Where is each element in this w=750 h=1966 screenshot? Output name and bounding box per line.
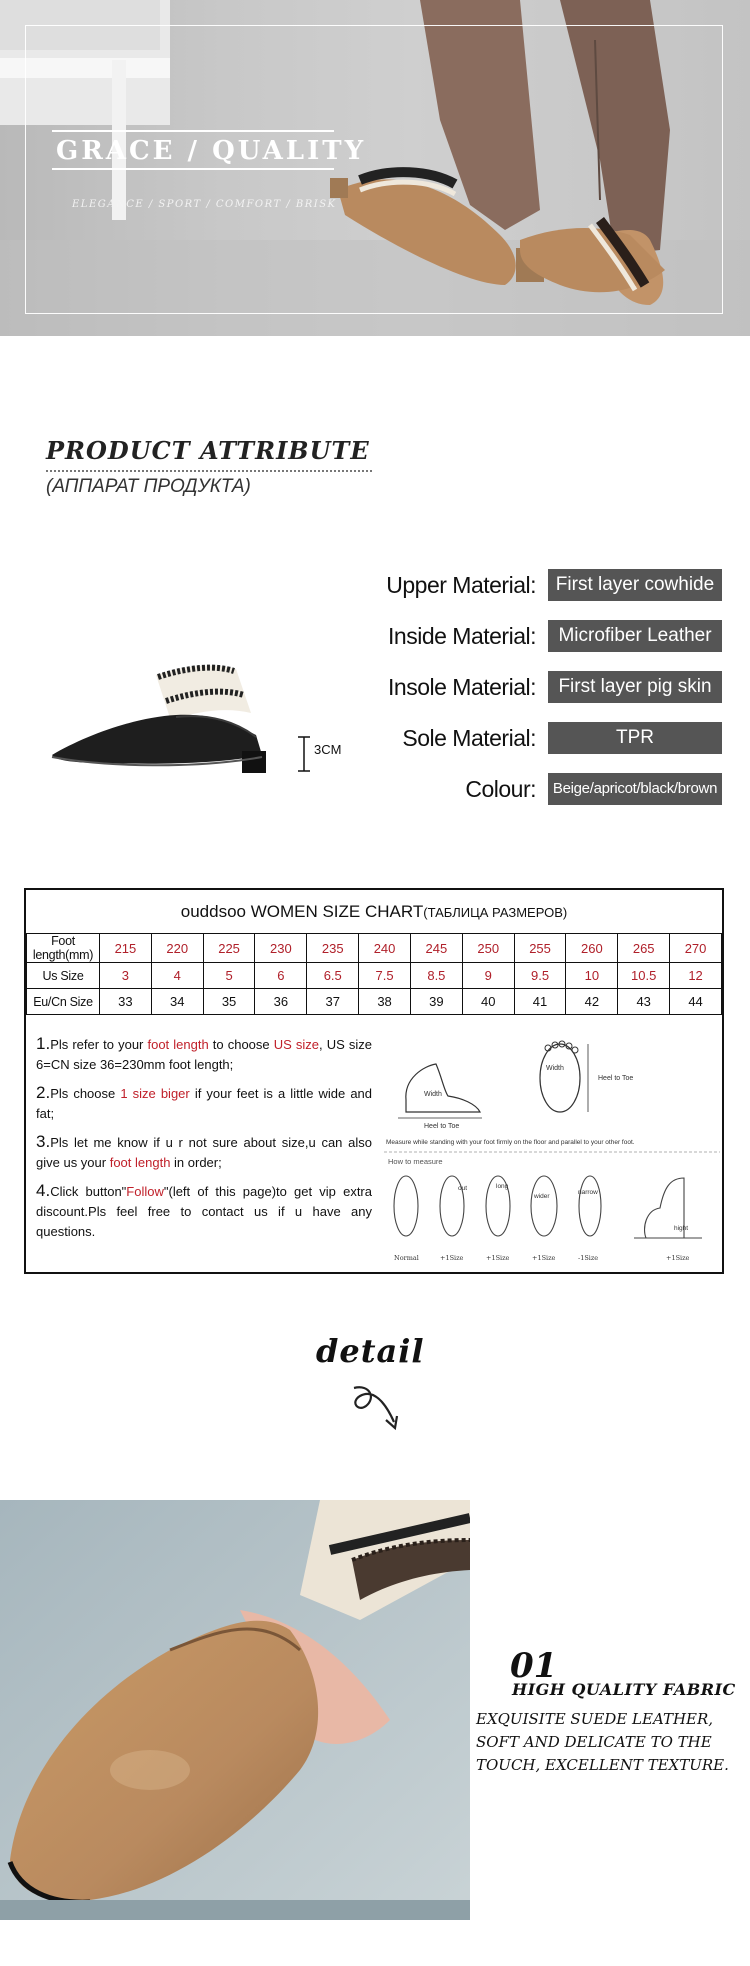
size-cell: 43 [618,989,670,1015]
feature-description: EXQUISITE SUEDE LEATHER, SOFT AND DELICATE TO THE TOUCH, EXCELLENT TEXTURE. [476,1710,729,1774]
hero-title: GRACE / QUALITY [56,136,367,166]
diagram-size-label: +1Size [666,1254,690,1262]
diagram-wider-label: wider [534,1193,550,1200]
size-table [26,933,722,1015]
attribute-value: TPR [548,722,722,754]
attribute-row-upper [330,568,722,602]
size-cell: 35 [203,989,255,1015]
size-cell: 5 [203,963,255,989]
size-cell: 41 [514,989,566,1015]
size-cell: 3 [100,963,152,989]
diagram-out-label: out [458,1185,468,1192]
size-note-4: 4.Click button"Follow"(left of this page)to get vip extra discount.Pls feel free to contact us if u have any questions. [36,1181,372,1239]
size-cell: 10.5 [618,963,670,989]
diagram-how-to-label: How to measure [388,1157,443,1166]
size-cell: 260 [566,934,618,963]
attribute-row-inside [330,619,722,653]
size-notes [36,1034,372,1250]
diagram-narrow-label: narrow [578,1189,598,1196]
diagram-size-label: Normal [394,1254,419,1262]
diagram-size-label: +1Size [486,1254,510,1262]
size-cell: 42 [566,989,618,1015]
size-cell: 240 [359,934,411,963]
size-row-label: Us Size [27,963,100,989]
attribute-label: Sole Material: [402,725,536,751]
attribute-label: Upper Material: [386,572,536,598]
diagram-long-label: long [496,1183,509,1190]
size-cell: 37 [307,989,359,1015]
size-cell: 40 [462,989,514,1015]
attribute-row-colour [330,772,722,806]
size-note-1: 1.Pls refer to your foot length to choose US size, US size 6=CN size 36=230mm foot length; [36,1034,372,1072]
size-cell: 225 [203,934,255,963]
attribute-value: First layer cowhide [548,569,722,601]
detail-photo [0,1500,470,1920]
size-row-label: Foot length(mm) [27,934,100,963]
detail-title: detail [316,1332,425,1370]
size-cell: 33 [100,989,152,1015]
size-table-row [27,963,722,989]
diagram-heel-to-toe2-label: Heel to Toe [598,1075,634,1082]
attribute-value: Microfiber Leather [548,620,722,652]
size-cell: 4 [151,963,203,989]
diagram-width2-label: Width [546,1065,564,1072]
size-cell: 7.5 [359,963,411,989]
feature-title: HIGH QUALITY FABRIC [512,1680,736,1699]
size-cell: 9.5 [514,963,566,989]
foot-measure-diagram [384,1038,720,1268]
size-cell: 9 [462,963,514,989]
size-table-row [27,934,722,963]
attribute-label: Colour: [465,776,536,802]
size-chart [24,888,724,1274]
hero-banner [0,0,750,336]
hero-divider-bottom [52,168,334,170]
detail-shoe-closeup [0,1500,470,1920]
hero-divider-top [52,130,334,132]
size-cell: 270 [670,934,722,963]
attribute-label: Inside Material: [388,623,536,649]
attribute-heading: PRODUCT ATTRIBUTE [46,436,370,465]
heel-height-label: 3CM [314,742,342,757]
diagram-hight-label: hight [674,1225,689,1232]
size-cell: 10 [566,963,618,989]
attribute-row-insole [330,670,722,704]
size-cell: 6.5 [307,963,359,989]
size-cell: 12 [670,963,722,989]
size-note-3: 3.Pls let me know if u r not sure about size,u can also give us your foot length in order; [36,1132,372,1170]
size-cell: 8.5 [410,963,462,989]
size-cell: 215 [100,934,152,963]
feature-number: 01 [510,1646,558,1686]
diagram-width-label: Width [424,1091,442,1098]
size-table-row [27,989,722,1015]
size-chart-title [26,890,722,933]
attribute-label: Insole Material: [388,674,536,700]
size-chart-title-ru: (ТАБЛИЦА РАЗМЕРОВ) [423,905,568,920]
hero-subtitle: ELEGANCE / SPORT / COMFORT / BRISK [72,199,337,210]
diagram-heel-to-toe-label: Heel to Toe [424,1123,460,1130]
size-cell: 39 [410,989,462,1015]
attribute-value: First layer pig skin [548,671,722,703]
size-chart-title-text: ouddsoo WOMEN SIZE CHART [180,902,424,921]
size-cell: 38 [359,989,411,1015]
size-cell: 255 [514,934,566,963]
attribute-subheading: (АППАРАТ ПРОДУКТА) [46,476,251,497]
size-note-2: 2.Pls choose 1 size biger if your feet is a little wide and fat; [36,1083,373,1121]
size-cell: 34 [151,989,203,1015]
diagram-size-label: +1Size [532,1254,556,1262]
size-cell: 235 [307,934,359,963]
size-cell: 220 [151,934,203,963]
product-shoe-image [46,655,346,783]
attribute-dotted-rule [46,470,372,472]
size-cell: 6 [255,963,307,989]
size-cell: 230 [255,934,307,963]
size-cell: 265 [618,934,670,963]
size-cell: 44 [670,989,722,1015]
attribute-value: Beige/apricot/black/brown [548,773,722,805]
diagram-measure-note: Measure while standing with your foot firmly on the floor and parallel to your other foot. [386,1139,635,1146]
attribute-row-sole [330,721,722,755]
size-cell: 245 [410,934,462,963]
diagram-size-label: -1Size [578,1254,599,1262]
size-row-label: Eu/Cn Size [27,989,100,1015]
size-cell: 36 [255,989,307,1015]
curly-arrow-icon [350,1380,410,1440]
diagram-size-label: +1Size [440,1254,464,1262]
size-cell: 250 [462,934,514,963]
